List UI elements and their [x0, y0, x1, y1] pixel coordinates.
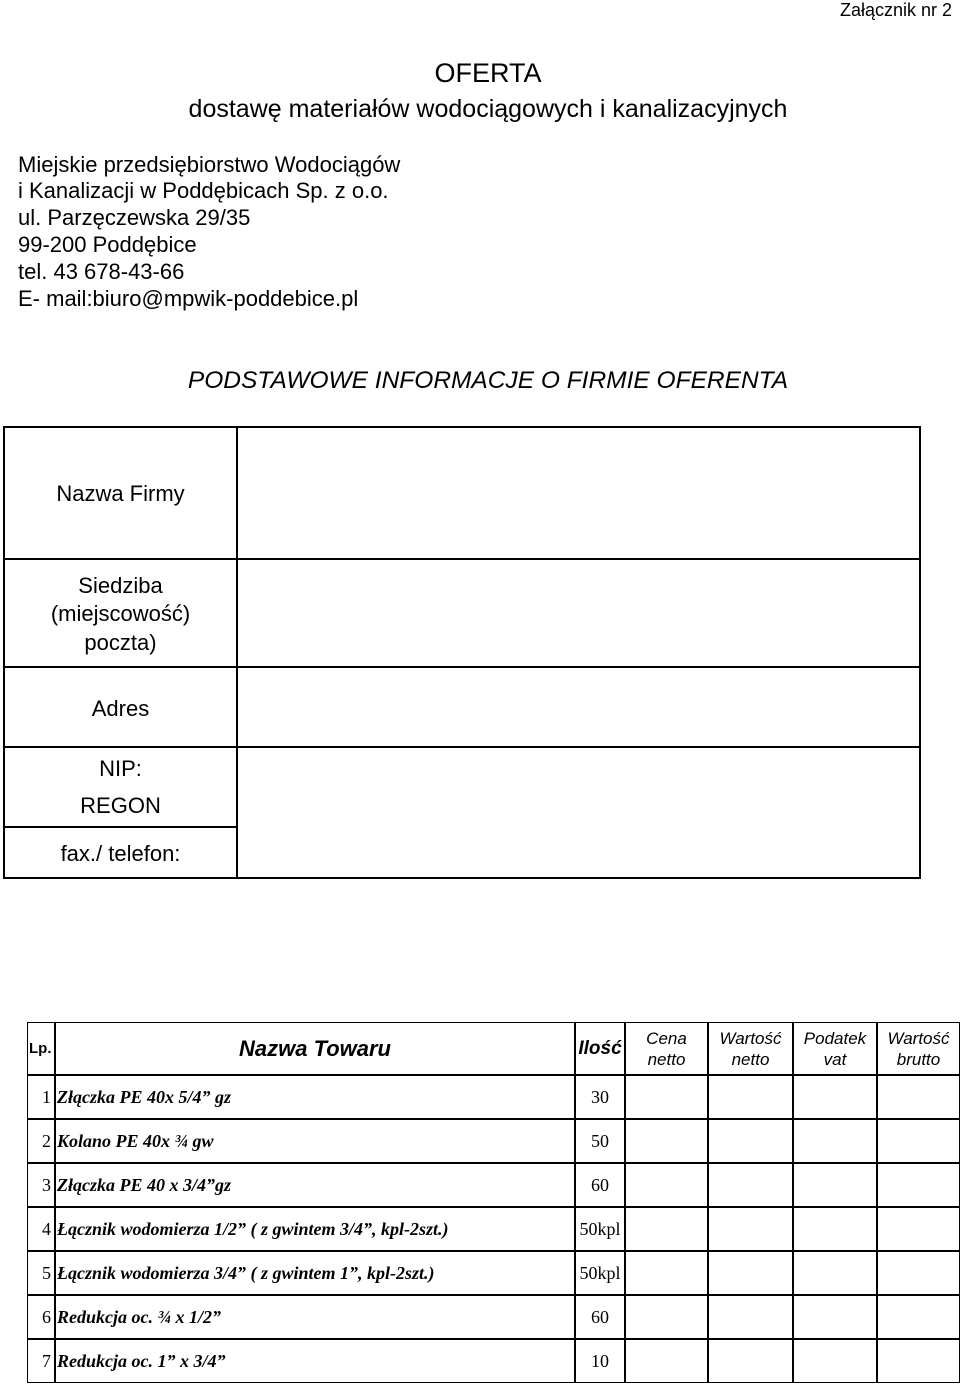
row-qty: 60 — [575, 1295, 625, 1339]
row-net-value-cell — [708, 1251, 793, 1295]
document-title: OFERTA — [434, 58, 542, 88]
row-lp: 5 — [27, 1251, 55, 1295]
seat-label-line: (miejscowość) — [50, 601, 191, 626]
header-net-price-line: netto — [647, 1049, 686, 1069]
header-name: Nazwa Towaru — [55, 1022, 575, 1075]
row-gross-value-cell — [877, 1295, 960, 1339]
goods-table — [27, 1022, 960, 1388]
header-qty: Ilość — [575, 1022, 625, 1075]
table-row — [27, 1251, 960, 1295]
row-qty: 50 — [575, 1119, 625, 1163]
row-qty: 30 — [575, 1075, 625, 1119]
header-vat-line: vat — [823, 1049, 847, 1069]
row-qty: 60 — [575, 1163, 625, 1207]
row-net-price-cell — [625, 1207, 708, 1251]
section-heading: PODSTAWOWE INFORMACJE O FIRMIE OFERENTA — [187, 367, 789, 394]
header-lp: Lp. — [27, 1022, 55, 1075]
row-item-name: Złączka PE 40 x 3/4”gz — [55, 1163, 575, 1207]
row-gross-value-cell — [877, 1207, 960, 1251]
address-line: tel. 43 678-43-66 — [18, 259, 185, 284]
row-vat-cell — [793, 1339, 877, 1383]
header-gross-value — [877, 1022, 960, 1075]
table-row — [27, 1295, 960, 1339]
row-vat-cell — [793, 1295, 877, 1339]
row-net-value-cell — [708, 1207, 793, 1251]
company-info-table — [3, 426, 921, 879]
row-net-price-cell — [625, 1339, 708, 1383]
table-row — [27, 1075, 960, 1119]
table-row — [27, 1119, 960, 1163]
table-row — [27, 1163, 960, 1207]
header-net-price-line: Cena — [646, 1028, 687, 1048]
seat-label-line: poczta) — [84, 630, 157, 655]
row-qty: 10 — [575, 1339, 625, 1383]
row-net-price-cell — [625, 1295, 708, 1339]
row-vat-cell — [793, 1207, 877, 1251]
row-net-value-cell — [708, 1119, 793, 1163]
attachment-label: Załącznik nr 2 — [839, 0, 952, 20]
address-line: ul. Parzęczewska 29/35 — [18, 205, 251, 230]
header-net-price — [625, 1022, 708, 1075]
header-vat-line: Podatek — [803, 1028, 867, 1048]
row-vat-cell — [793, 1251, 877, 1295]
table-row — [27, 1207, 960, 1251]
row-qty: 50kpl — [575, 1251, 625, 1295]
address-line: Miejskie przedsiębiorstwo Wodociągów — [18, 152, 401, 177]
regon-label: REGON — [80, 793, 161, 818]
address-line: i Kanalizacji w Poddębicach Sp. z o.o. — [18, 178, 389, 203]
row-gross-value-cell — [877, 1339, 960, 1383]
row-vat-cell — [793, 1163, 877, 1207]
company-name-label: Nazwa Firmy — [56, 481, 185, 506]
row-net-price-cell — [625, 1075, 708, 1119]
row-lp: 4 — [27, 1207, 55, 1251]
row-lp: 6 — [27, 1295, 55, 1339]
row-item-name: Złączka PE 40x 5/4” gz — [55, 1075, 575, 1119]
fax-phone-label: fax./ telefon: — [60, 841, 181, 866]
row-item-name: Łącznik wodomierza 1/2” ( z gwintem 3/4”, kpl-2szt.) — [55, 1207, 575, 1251]
nip-label: NIP: — [99, 756, 142, 781]
header-gross-value-line: Wartość — [887, 1028, 950, 1048]
row-net-value-cell — [708, 1075, 793, 1119]
row-qty: 50kpl — [575, 1207, 625, 1251]
table-row — [27, 1339, 960, 1383]
row-net-price-cell — [625, 1163, 708, 1207]
row-item-name: Łącznik wodomierza 3/4” ( z gwintem 1”, kpl-2szt.) — [55, 1251, 575, 1295]
row-net-value-cell — [708, 1339, 793, 1383]
address-label: Adres — [91, 696, 150, 721]
row-gross-value-cell — [877, 1163, 960, 1207]
row-lp: 2 — [27, 1119, 55, 1163]
row-lp: 7 — [27, 1339, 55, 1383]
header-net-value — [708, 1022, 793, 1075]
row-net-price-cell — [625, 1119, 708, 1163]
email-line: E- mail:biuro@mpwik-poddebice.pl — [18, 286, 359, 311]
row-net-value-cell — [708, 1295, 793, 1339]
row-item-name: Redukcja oc. 1” x 3/4” — [55, 1339, 575, 1383]
header-vat — [793, 1022, 877, 1075]
row-lp: 1 — [27, 1075, 55, 1119]
row-vat-cell — [793, 1075, 877, 1119]
header-net-value-line: Wartość — [719, 1028, 782, 1048]
row-item-name: Redukcja oc. ¾ x 1/2” — [55, 1295, 575, 1339]
header-gross-value-line: brutto — [896, 1049, 941, 1069]
row-item-name: Kolano PE 40x ¾ gw — [55, 1119, 575, 1163]
seat-label-line: Siedziba — [78, 573, 163, 598]
row-vat-cell — [793, 1119, 877, 1163]
row-gross-value-cell — [877, 1119, 960, 1163]
row-net-price-cell — [625, 1251, 708, 1295]
row-gross-value-cell — [877, 1075, 960, 1119]
row-net-value-cell — [708, 1163, 793, 1207]
row-lp: 3 — [27, 1163, 55, 1207]
header-net-value-line: netto — [731, 1049, 770, 1069]
document-subtitle: dostawę materiałów wodociągowych i kanalizacyjnych — [188, 95, 788, 123]
address-line: 99-200 Poddębice — [18, 232, 197, 257]
row-gross-value-cell — [877, 1251, 960, 1295]
